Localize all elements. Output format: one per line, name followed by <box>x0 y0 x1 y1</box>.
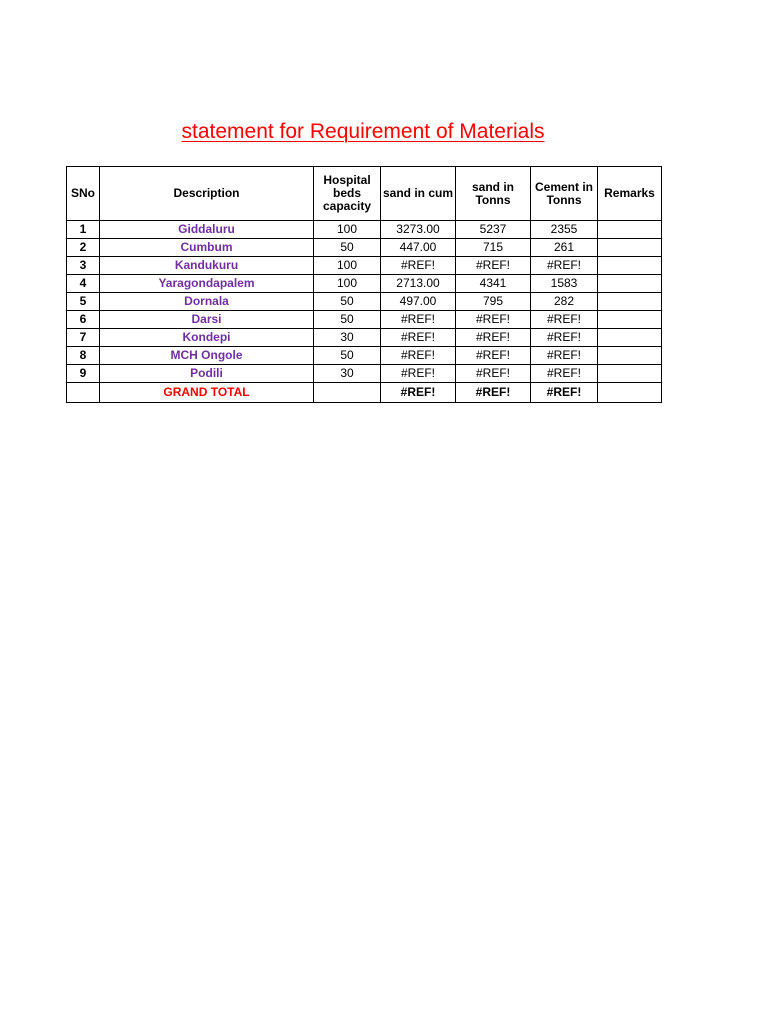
cell-description: MCH Ongole <box>100 347 314 365</box>
cell-sand-tonns: #REF! <box>456 365 531 383</box>
cell-cement-tonns: #REF! <box>531 347 598 365</box>
cell-sand-cum: #REF! <box>381 347 456 365</box>
cell-sand-cum: #REF! <box>381 329 456 347</box>
cell-remarks <box>598 275 662 293</box>
cell-sno: 6 <box>67 311 100 329</box>
cell-sand-tonns: 795 <box>456 293 531 311</box>
grand-total-label: GRAND TOTAL <box>100 383 314 403</box>
cell-remarks <box>598 257 662 275</box>
cell-beds: 50 <box>314 347 381 365</box>
cell-sand-tonns: #REF! <box>456 329 531 347</box>
cell-remarks <box>598 365 662 383</box>
cell-sand-cum: 497.00 <box>381 293 456 311</box>
table-row <box>67 293 662 311</box>
cell-sno: 8 <box>67 347 100 365</box>
cell-sand-tonns: 715 <box>456 239 531 257</box>
cell-beds: 30 <box>314 365 381 383</box>
cell-beds: 30 <box>314 329 381 347</box>
grand-total-cement-tonns: #REF! <box>531 383 598 403</box>
cell-beds: 100 <box>314 275 381 293</box>
header-sand-cum: sand in cum <box>381 167 456 221</box>
cell-sno: 4 <box>67 275 100 293</box>
grand-total-sand-cum: #REF! <box>381 383 456 403</box>
cell-remarks <box>598 239 662 257</box>
cell-cement-tonns: #REF! <box>531 365 598 383</box>
cell-sno: 7 <box>67 329 100 347</box>
cell-sand-tonns: #REF! <box>456 347 531 365</box>
page-title: statement for Requirement of Materials <box>181 120 545 143</box>
cell-sand-tonns: 5237 <box>456 221 531 239</box>
table-row <box>67 275 662 293</box>
cell-beds: 100 <box>314 257 381 275</box>
cell-sand-tonns: #REF! <box>456 257 531 275</box>
header-sno: SNo <box>67 167 100 221</box>
cell-sno: 3 <box>67 257 100 275</box>
cell-cement-tonns: 282 <box>531 293 598 311</box>
cell-sno: 5 <box>67 293 100 311</box>
cell-sand-cum: 447.00 <box>381 239 456 257</box>
cell-sand-cum: #REF! <box>381 365 456 383</box>
cell-cement-tonns: 2355 <box>531 221 598 239</box>
materials-table <box>66 166 662 403</box>
cell-remarks <box>598 221 662 239</box>
cell-description: Kandukuru <box>100 257 314 275</box>
cell-beds: 50 <box>314 293 381 311</box>
cell-description: Kondepi <box>100 329 314 347</box>
cell-remarks <box>598 329 662 347</box>
header-row <box>67 167 662 221</box>
cell-sand-tonns: 4341 <box>456 275 531 293</box>
cell-description: Podili <box>100 365 314 383</box>
cell-description: Yaragondapalem <box>100 275 314 293</box>
cell-cement-tonns: 261 <box>531 239 598 257</box>
cell-description: Cumbum <box>100 239 314 257</box>
table-row <box>67 329 662 347</box>
cell-sand-tonns: #REF! <box>456 311 531 329</box>
table-row <box>67 257 662 275</box>
grand-total-remarks <box>598 383 662 403</box>
header-cement-tonns: Cement in Tonns <box>531 167 598 221</box>
header-sand-tonns: sand in Tonns <box>456 167 531 221</box>
header-description: Description <box>100 167 314 221</box>
cell-remarks <box>598 311 662 329</box>
cell-sand-cum: #REF! <box>381 257 456 275</box>
cell-beds: 50 <box>314 311 381 329</box>
grand-total-beds <box>314 383 381 403</box>
cell-beds: 50 <box>314 239 381 257</box>
cell-cement-tonns: 1583 <box>531 275 598 293</box>
cell-sno: 9 <box>67 365 100 383</box>
table-row <box>67 365 662 383</box>
cell-sand-cum: 2713.00 <box>381 275 456 293</box>
cell-cement-tonns: #REF! <box>531 257 598 275</box>
grand-total-sand-tonns: #REF! <box>456 383 531 403</box>
cell-description: Giddaluru <box>100 221 314 239</box>
cell-beds: 100 <box>314 221 381 239</box>
header-remarks: Remarks <box>598 167 662 221</box>
table-row <box>67 311 662 329</box>
grand-total-sno <box>67 383 100 403</box>
cell-remarks <box>598 293 662 311</box>
cell-description: Dornala <box>100 293 314 311</box>
cell-cement-tonns: #REF! <box>531 311 598 329</box>
cell-description: Darsi <box>100 311 314 329</box>
table-row <box>67 221 662 239</box>
grand-total-row <box>67 383 662 403</box>
cell-sno: 1 <box>67 221 100 239</box>
table-row <box>67 239 662 257</box>
cell-sand-cum: #REF! <box>381 311 456 329</box>
cell-sand-cum: 3273.00 <box>381 221 456 239</box>
header-beds: Hospital beds capacity <box>314 167 381 221</box>
table-row <box>67 347 662 365</box>
cell-cement-tonns: #REF! <box>531 329 598 347</box>
cell-remarks <box>598 347 662 365</box>
cell-sno: 2 <box>67 239 100 257</box>
